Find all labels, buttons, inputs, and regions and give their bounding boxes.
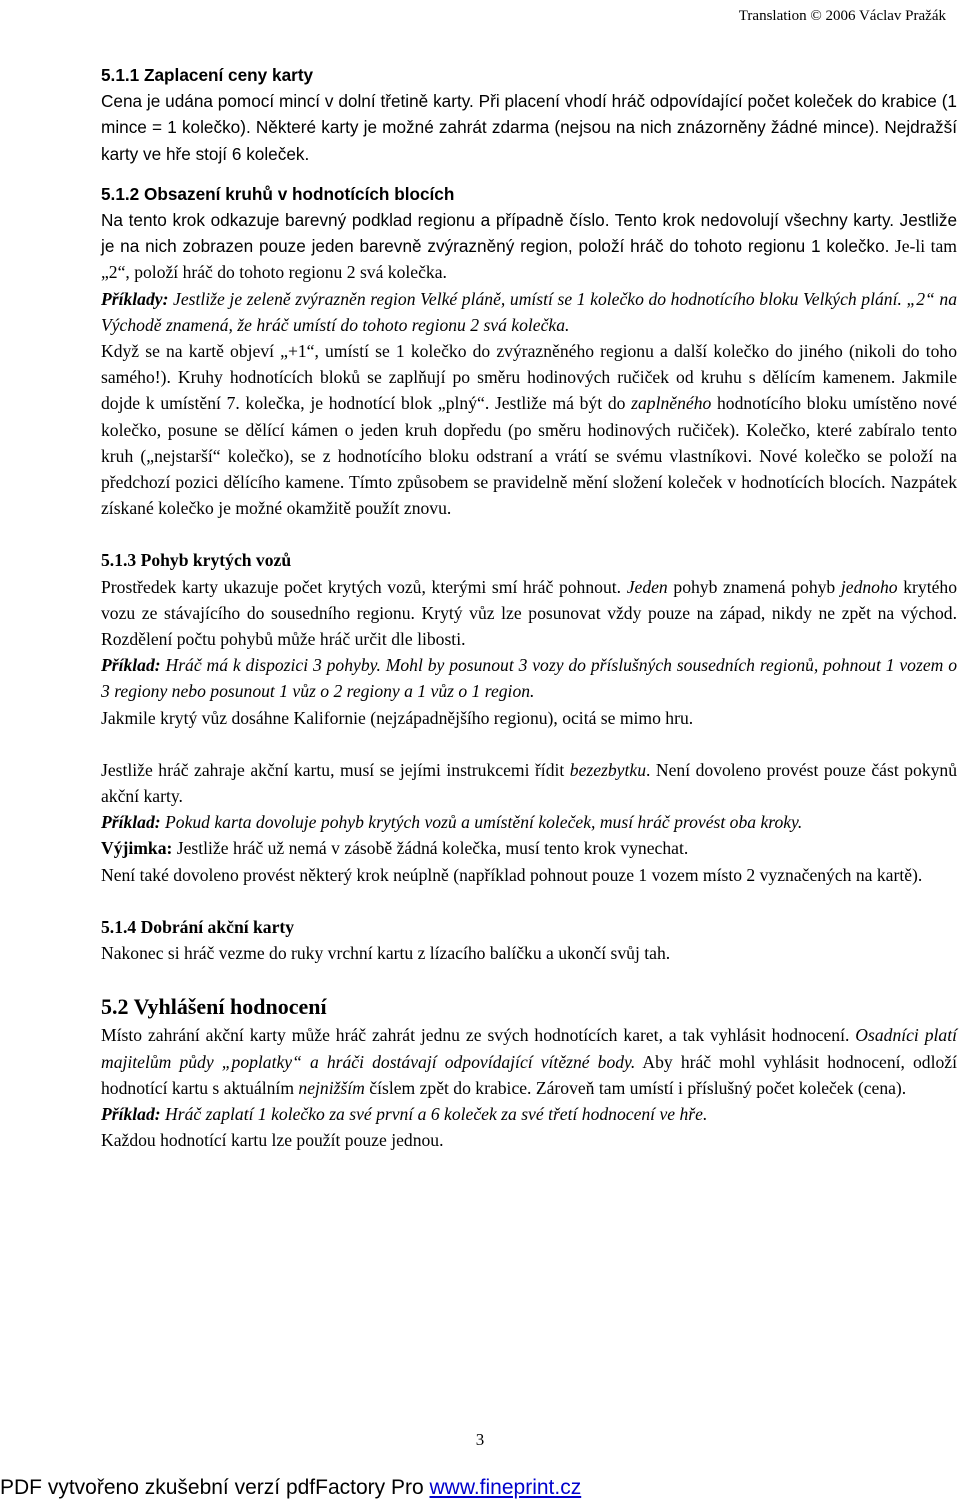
pdf-footer xyxy=(0,1474,581,1502)
example-label: Příklady: xyxy=(101,288,169,309)
paragraph: Jakmile krytý vůz dosáhne Kalifornie (nejzápadnějšího regionu), ocitá se mimo hru. xyxy=(101,707,694,728)
paragraph-serif-part: Je-li tam „2“, položí hráč do tohoto regionu 2 svá kolečka. xyxy=(101,236,957,283)
section-5-1-3 xyxy=(101,547,957,730)
example-text: Hráč má k dispozici 3 pohyby. Mohl by posunout 3 vozy do příslušných sousedních regionů, pohnout 1 vozem o 3 regiony nebo posunout 1 vůz o 2 regiony a 1 vůz o 1 region. xyxy=(101,655,958,702)
section-5-2 xyxy=(101,992,957,1153)
example-paragraph xyxy=(101,809,957,835)
section-heading: 5.1.3 Pohyb krytých vozů xyxy=(101,550,292,571)
footer-text: PDF vytvořeno zkušební verzí pdfFactory Pro xyxy=(0,1476,430,1499)
page-header: Translation © 2006 Václav Pražák xyxy=(738,8,946,24)
section-general-rules xyxy=(101,757,957,888)
section-5-1-2 xyxy=(101,181,957,522)
section-heading: 5.2 Vyhlášení hodnocení xyxy=(101,994,327,1020)
example-text: Pokud karta dovoluje pohyb krytých vozů a umístění koleček, musí hráč provést oba kroky. xyxy=(165,812,803,833)
example-paragraph xyxy=(101,1101,957,1127)
section-5-1-4 xyxy=(101,914,957,966)
example-label: Příklad: xyxy=(101,1103,161,1124)
paragraph: Není také dovoleno provést některý krok neúplně (například pohnout pouze 1 vozem místo 2 vyznačených na kartě). xyxy=(101,864,923,885)
paragraph-sans-part: Na tento krok odkazuje barevný podklad regionu a případně číslo. Tento krok nedovolují všechny karty. Jestliže je na nich zobrazen pouze jeden barevně zvýrazněný region, položí hráč do tohoto regionu 1 kolečko. xyxy=(101,210,957,257)
paragraph: Cena je udána pomocí mincí v dolní třetině karty. Při placení vhodí hráč odpovídající počet koleček do krabice (1 mince = 1 kolečko). Některé karty je možné zahrát zdarma (nejsou na nich znázorněny žádné mince). Nejdražší karty ve hře stojí 6 koleček. xyxy=(101,91,957,164)
emphasis: zaplněného xyxy=(631,393,712,414)
section-heading: 5.1.4 Dobrání akční karty xyxy=(101,916,295,937)
example-label: Příklad: xyxy=(101,655,161,676)
footer-link[interactable]: www.fineprint.cz xyxy=(429,1476,582,1499)
paragraph: Nakonec si hráč vezme do ruky vrchní kartu z lízacího balíčku a ukončí svůj tah. xyxy=(101,943,671,964)
example-paragraph xyxy=(101,652,957,704)
example-text: Hráč zaplatí 1 kolečko za své první a 6 koleček za své třetí hodnocení ve hře. xyxy=(165,1103,708,1124)
exception-label: Výjimka: xyxy=(101,838,173,859)
paragraph: Když se na kartě objeví „+1“, umístí se 1 kolečko do zvýrazněného regionu a další kolečko do jiného (nikoli do toho samého!). Kruhy hodnotících bloků se zaplňují po směru hodinových ručiček od kruhu s dělícím kamenem. Jakmile dojde k umístění 7. kolečka, je hodnotící blok „plný“. Jestliže má být do zaplněného hodnotícího bloku umístěno nové kolečko, posune se dělící kámen o jeden kruh dopředu (po směru hodinových ručiček). Kolečko, které zabíralo tento kruh („nejstarší“ kolečko), se z hodnotícího bloku odstraní a vrátí se svému vlastníkovi. Nové kolečko se položí na předchozí pozici dělícího kamene. Tímto způsobem se pravidelně mění složení koleček v hodnotících blocích. Nazpátek získané kolečko je možné okamžitě použít znovu. xyxy=(101,341,957,519)
example-label: Příklad: xyxy=(101,812,161,833)
page-number: 3 xyxy=(475,1430,485,1449)
section-heading: 5.1.2 Obsazení kruhů v hodnotících blocích xyxy=(101,183,455,204)
document-body xyxy=(101,62,957,1153)
section-heading: 5.1.1 Zaplacení ceny karty xyxy=(101,65,314,85)
paragraph: Místo zahrání akční karty může hráč zahrát jednu ze svých hodnotících karet, a tak vyhlásit hodnocení. Osadníci platí majitelům půdy „poplatky“ a hráči dostávají odpovídající vítězné body. Aby hráč mohl vyhlásit hodnocení, odloží hodnotící kartu s aktuálním nejnižším číslem zpět do krabice. Zároveň tam umístí i příslušný počet koleček (cena). xyxy=(101,1025,958,1098)
paragraph xyxy=(101,207,957,286)
example-paragraph xyxy=(101,286,957,338)
example-text: Jestliže je zeleně zvýrazněn region Velké pláně, umístí se 1 kolečko do hodnotícího bloku Velkých plání. „2“ na Východě znamená, že hráč umístí do tohoto regionu 2 svá kolečka. xyxy=(101,288,958,335)
section-5-1-1 xyxy=(101,62,957,167)
exception-paragraph: Výjimka: Jestliže hráč už nemá v zásobě žádná kolečka, musí tento krok vynechat. xyxy=(101,838,689,859)
paragraph: Prostředek karty ukazuje počet krytých vozů, kterými smí hráč pohnout. Jeden pohyb znamená pohyb jednoho krytého vozu ze stávajícího do sousedního regionu. Krytý vůz lze posunovat vždy pouze na západ, nikdy ne zpět na východ. Rozdělení počtu pohybů může hráč určit dle libosti. xyxy=(101,576,957,650)
paragraph: Jestliže hráč zahraje akční kartu, musí se jejími instrukcemi řídit bezezbytku. Není dovoleno provést pouze část pokynů akční karty. xyxy=(101,759,958,807)
paragraph: Každou hodnotící kartu lze použít pouze jednou. xyxy=(101,1130,444,1151)
